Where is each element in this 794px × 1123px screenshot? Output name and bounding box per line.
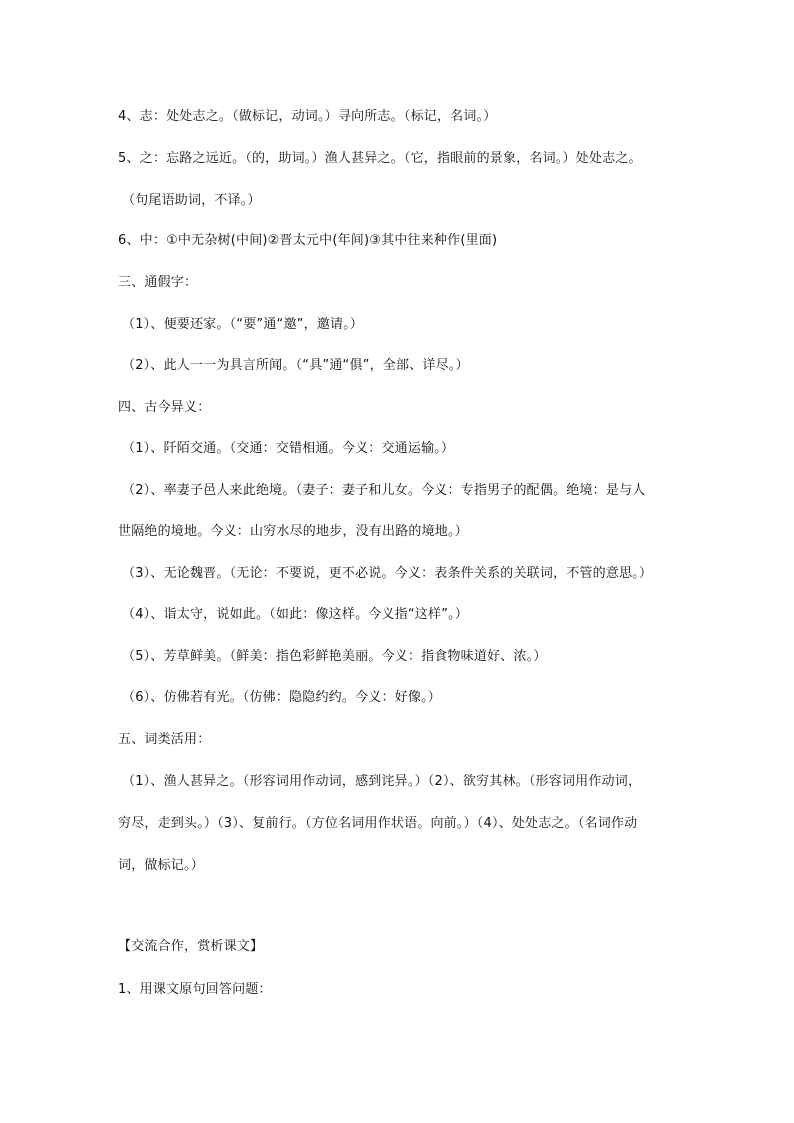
section-heading-tongjiazi: 三、通假字：: [118, 275, 198, 290]
tongjiazi-item-2: （2）、此人一一为具言所闻。（“具”通“俱”，全部、详尽。）: [122, 358, 469, 373]
gujin-item-6: （6）、仿佛若有光。（仿佛：隐隐约约。今义：好像。）: [122, 690, 441, 705]
huoyong-line-1: （1）、渔人甚异之。（形容词用作动词，感到诧异。）（2）、欲穷其林。（形容词用作动词，: [122, 774, 642, 789]
section-heading-cileihuoyong: 五、词类活用：: [118, 732, 211, 747]
gujin-item-5: （5）、芳草鲜美。（鲜美：指色彩鲜艳美丽。今义：指食物味道好、浓。）: [122, 649, 547, 664]
gujin-item-2-cont: 世隔绝的境地。今义：山穷水尽的地步，没有出路的境地。）: [118, 524, 468, 539]
gujin-item-1: （1）、阡陌交通。（交通：交错相通。今义：交通运输。）: [122, 441, 455, 456]
section-heading-gujin: 四、古今异义：: [118, 400, 211, 415]
text-line-zhi2-cont: （句尾语助词，不译。）: [122, 193, 261, 208]
section-heading-jiaoliu: 【交流合作，赏析课文】: [118, 939, 264, 954]
gujin-item-3: （3）、无论魏晋。（无论：不要说，更不必说。今义：表条件关系的关联词，不管的意思。）: [122, 566, 653, 581]
tongjiazi-item-1: （1）、便要还家。（“要”通“邀”，邀请。）: [122, 317, 364, 332]
huoyong-line-3: 词，做标记。）: [118, 858, 204, 873]
gujin-item-4: （4）、诣太守，说如此。（如此：像这样。今义指“这样”。）: [122, 607, 469, 622]
text-line-zhi: 4、志：处处志之。（做标记，动词。）寻向所志。（标记，名词。）: [118, 109, 497, 124]
text-line-zhi2: 5、之：忘路之远近。（的，助词。）渔人甚异之。（它，指眼前的景象，名词。）处处志之。: [118, 151, 642, 166]
question-1: 1、用课文原句回答问题：: [118, 982, 272, 997]
huoyong-line-2: 穷尽，走到头。）（3）、复前行。（方位名词用作状语。向前。）（4）、处处志之。（名词作动: [118, 816, 638, 831]
gujin-item-2: （2）、率妻子邑人来此绝境。（妻子：妻子和儿女。今义：专指男子的配偶。绝境：是与人: [122, 483, 646, 498]
text-line-zhong: 6、中：①中无杂树(中间)②晋太元中(年间)③其中往来种作(里面): [118, 233, 498, 248]
